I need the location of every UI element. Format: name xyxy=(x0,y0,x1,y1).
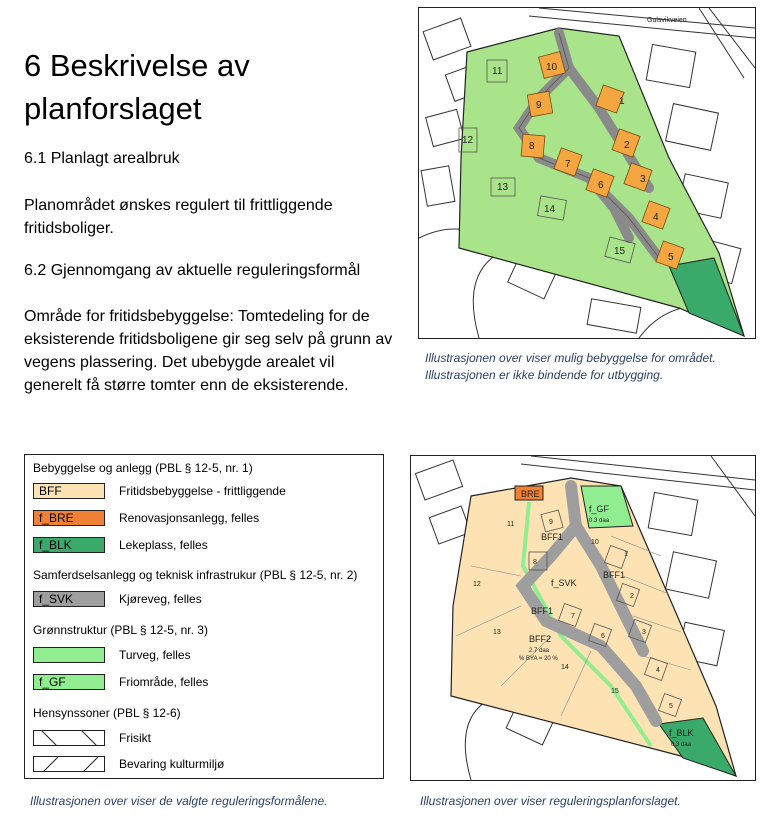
lot-number: 11 xyxy=(492,66,503,77)
blk-label: f_BLK xyxy=(669,728,694,738)
area-paragraph: Område for fritidsbebyggelse: Tomtedeling for de eksisterende fritidsboligene gir seg selv på grunn av vegens plassering. Det ubebygde arealet vil generelt få større tomter enn de eksisterende. xyxy=(24,308,393,394)
legend-item-kultur xyxy=(33,755,224,773)
legend-group-heading: Samferdselsanlegg og teknisk infrastrukur (PBL § 12-5, nr. 2) xyxy=(33,568,358,582)
legend-swatch-bre: f_BRE xyxy=(33,510,105,526)
lot-number: 9 xyxy=(536,100,542,111)
lot-number: 6 xyxy=(601,633,605,640)
page-title: 6 Beskrivelse av planforslaget xyxy=(24,48,250,126)
legend-item-turveg xyxy=(33,646,191,664)
legend-group-heading: Bebyggelse og anlegg (PBL § 12-5, nr. 1) xyxy=(33,461,253,475)
legend-item-bff xyxy=(33,482,286,500)
lot-number: 7 xyxy=(571,613,575,620)
gf-area: 0.3 daa xyxy=(589,518,610,524)
lot-number: 8 xyxy=(529,141,535,152)
legend-swatch-kultur xyxy=(33,756,105,772)
legend-box xyxy=(24,454,384,779)
section-heading-6-1: 6.1 Planlagt arealbruk xyxy=(24,150,180,167)
caption-plan: Illustrasjonen over viser reguleringsplanforslaget. xyxy=(420,794,681,808)
lot-number: 12 xyxy=(473,581,481,588)
lot-number: 2 xyxy=(630,593,634,600)
legend-label: Friområde, felles xyxy=(119,675,209,689)
lot-number: 1 xyxy=(619,96,625,107)
legend-swatch-svk: f_SVK xyxy=(33,591,105,607)
legend-swatch-bff: BFF xyxy=(33,483,105,499)
legend-label: Renovasjonsanlegg, felles xyxy=(119,511,260,525)
lot-number: 6 xyxy=(598,180,604,191)
lot-number: 10 xyxy=(546,62,558,73)
lot-number: 5 xyxy=(668,252,674,263)
road-name: Gulsvikveien xyxy=(647,17,687,24)
legend-item-blk xyxy=(33,536,208,554)
lot-number: 1 xyxy=(624,551,628,558)
lot-number: 7 xyxy=(565,159,571,170)
lot-number: 12 xyxy=(462,135,474,146)
legend-swatch-gf: f_GF xyxy=(33,674,105,690)
zone-label: BFF1 xyxy=(541,532,564,542)
legend-item-bre xyxy=(33,509,259,527)
lot-number: 2 xyxy=(624,140,630,151)
zone-label: BFF1 xyxy=(603,570,626,580)
caption-illustration: Illustrasjonen over viser mulig bebyggelse for området. Illustrasjonen er ikke bindende for utbygging. xyxy=(425,351,716,382)
gf-label: f_GF xyxy=(589,504,610,514)
lot-number: 9 xyxy=(549,519,553,526)
legend-label: Frisikt xyxy=(119,731,151,745)
road-label: f_SVK xyxy=(551,578,577,588)
lot-number: 14 xyxy=(544,204,556,215)
legend-group-heading: Hensynssoner (PBL § 12-6) xyxy=(33,706,181,720)
lot-number: 3 xyxy=(640,174,646,185)
lot-number: 5 xyxy=(669,703,673,710)
legend-item-svk xyxy=(33,590,202,608)
lot-number: 11 xyxy=(507,521,515,528)
lot-number: 15 xyxy=(611,688,619,695)
legend-item-frisikt xyxy=(33,729,151,747)
lot-number: 10 xyxy=(591,539,599,546)
lot-number: 8 xyxy=(533,559,537,566)
legend-group-heading: Grønnstruktur (PBL § 12-5, nr. 3) xyxy=(33,623,208,637)
legend-label: Kjøreveg, felles xyxy=(119,592,202,606)
zone-label: BFF1 xyxy=(531,606,554,616)
legend-label: Bevaring kulturmiljø xyxy=(119,757,225,771)
bre-label: BRE xyxy=(521,489,540,499)
lot-number: 14 xyxy=(561,664,569,671)
legend-label: Lekeplass, felles xyxy=(119,538,208,552)
lot-number: 13 xyxy=(493,629,501,636)
lot-number: 4 xyxy=(656,667,660,674)
blk-area: 0.3 daa xyxy=(671,742,692,748)
zone-bya: % BYA = 20 % xyxy=(519,656,558,662)
legend-label: Fritidsbebyggelse - frittliggende xyxy=(119,484,286,498)
caption-legend: Illustrasjonen over viser de valgte reguleringsformålene. xyxy=(30,794,328,808)
illustration-map xyxy=(418,7,756,339)
zone-label: BFF2 xyxy=(529,634,552,644)
lot-number: 15 xyxy=(614,246,626,257)
lot-number: 3 xyxy=(642,629,646,636)
lot-number: 13 xyxy=(497,182,509,193)
plan-map xyxy=(410,455,756,781)
legend-swatch-turveg xyxy=(33,647,105,663)
legend-swatch-blk: f_BLK xyxy=(33,537,105,553)
legend-swatch-frisikt xyxy=(33,730,105,746)
intro-paragraph: Planområdet ønskes regulert til frittliggende fritidsboliger. xyxy=(24,197,333,237)
zone-area: 2.7 daa xyxy=(529,648,550,654)
lot-number: 4 xyxy=(653,212,659,223)
section-heading-6-2: 6.2 Gjennomgang av aktuelle reguleringsformål xyxy=(24,262,361,279)
legend-item-gf xyxy=(33,673,208,691)
legend-label: Turveg, felles xyxy=(119,648,191,662)
